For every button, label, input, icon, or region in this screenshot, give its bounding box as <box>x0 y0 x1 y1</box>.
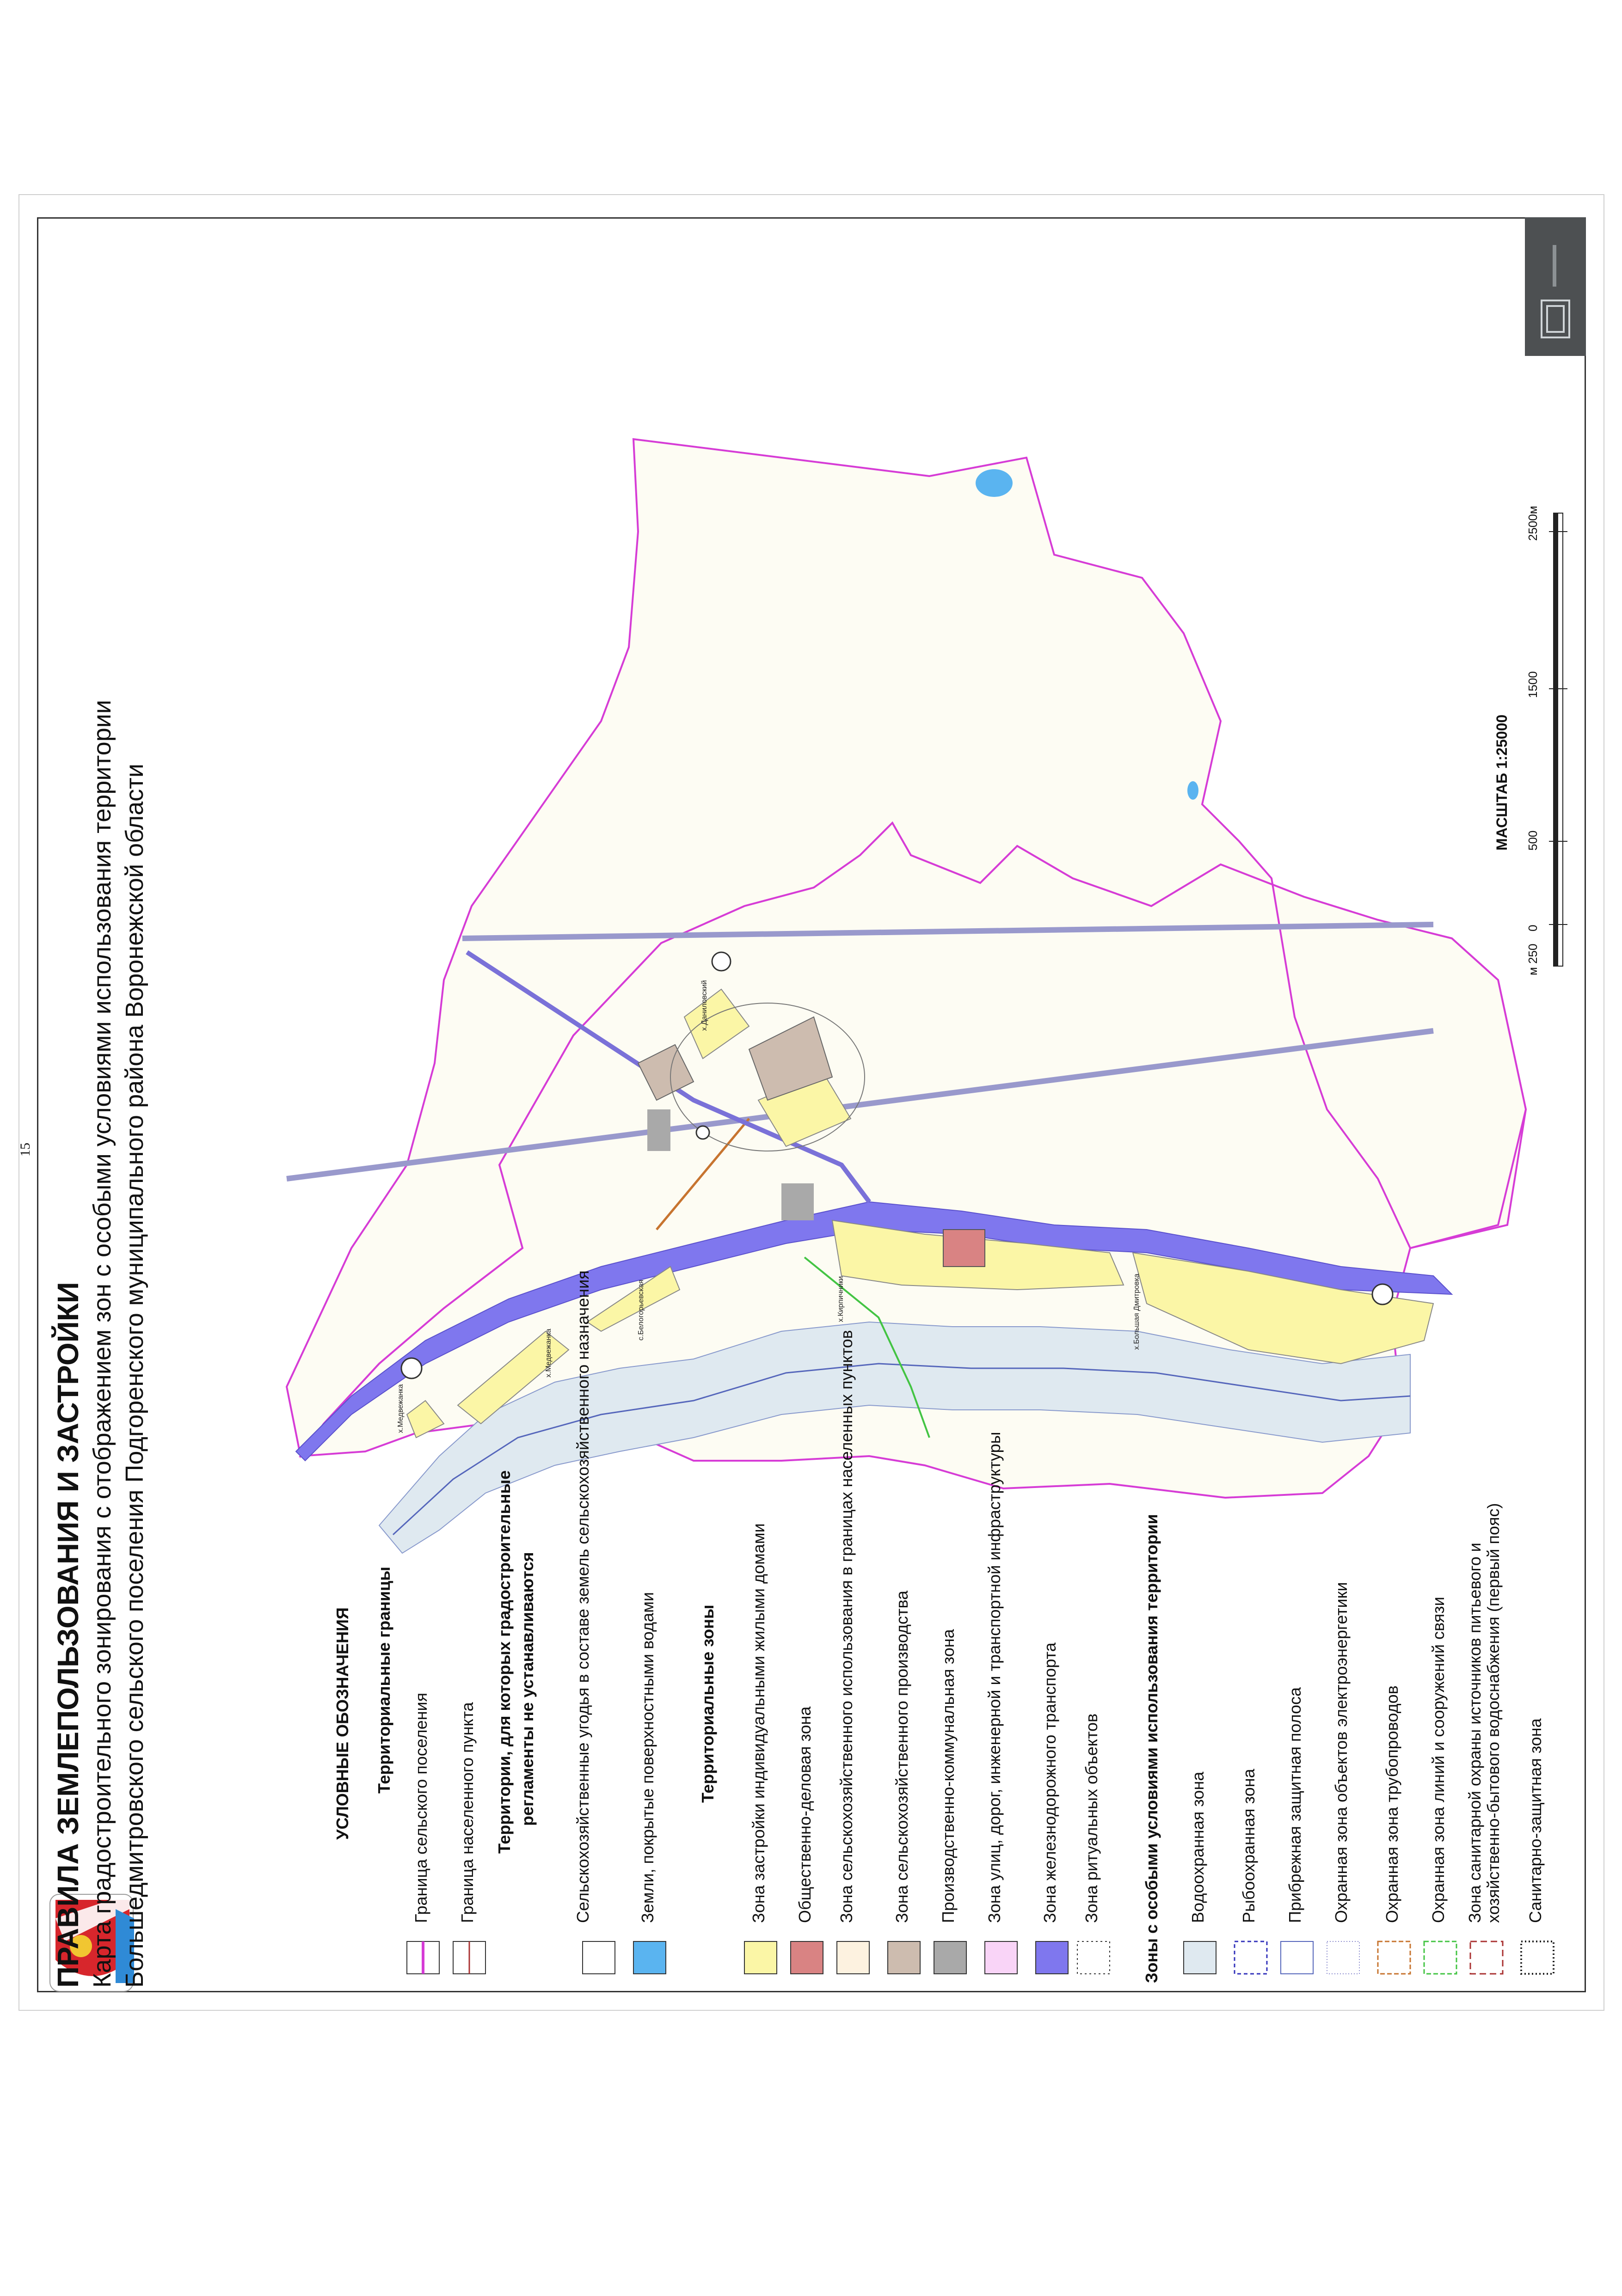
map-label-village-3: с.Белогорьевская <box>637 1280 645 1341</box>
legend-zone-public: Общественно-деловая зона <box>795 1706 814 1923</box>
map-label-village-5: х.Большая Дмитровка <box>1133 1274 1141 1350</box>
object-marker-icon-3 <box>1372 1284 1393 1304</box>
legend-item-settlement-border: Граница сельского поселения <box>412 1692 430 1923</box>
legend-special-communications: Охранная зона линий и сооружений связи <box>1429 1597 1448 1923</box>
legend-special-sanitary-water: Зона санитарной охраны источников питьевого и хозяйственно-бытового водоснабжения (первый пояс) <box>1465 1503 1503 1923</box>
map-label-village-1: х.Медвежанка <box>397 1384 405 1433</box>
object-marker-icon-2 <box>712 952 731 971</box>
map-subtitle-line-2: Карта градостроительного зонирования с отображением зон с особыми условиями использования территории <box>88 699 116 1988</box>
map-label-village-2: х.Медвежанка <box>545 1329 553 1378</box>
legend-zone-ritual: Зона ритуальных объектов <box>1082 1713 1101 1923</box>
legend-item-locality-border: Граница населенного пункта <box>458 1702 477 1923</box>
legend-special-fish-protection: Рыбоохранная зона <box>1239 1769 1258 1923</box>
legend-special-coastal-strip: Прибрежная защитная полоса <box>1285 1687 1304 1923</box>
legend-zone-railway: Зона железнодорожного транспорта <box>1040 1642 1059 1923</box>
object-marker-icon-4 <box>696 1126 709 1139</box>
page-number: 15 <box>18 1143 33 1157</box>
scale-tick-500: 500 <box>1526 830 1540 851</box>
legend-no-regulations-heading-1: Территории, для которых градостроительные <box>495 1470 514 1854</box>
legend-item-water-lands: Земли, покрытые поверхностными водами <box>638 1592 657 1923</box>
object-marker-icon-1 <box>401 1358 422 1378</box>
legend-boundaries-heading: Территориальные границы <box>375 1567 393 1794</box>
legend-special-sanitary-protection: Санитарно-защитная зона <box>1526 1718 1545 1923</box>
map-title: ПРАВИЛА ЗЕМЛЕПОЛЬЗОВАНИЯ И ЗАСТРОЙКИ <box>51 1282 85 1988</box>
legend-special-water-protection: Водоохранная зона <box>1188 1771 1207 1923</box>
map-subtitle-line-3: Большедмитровского сельского поселения Подгоренского муниципального района Воронежской области <box>121 763 148 1988</box>
scale-tick-2500: 2500м <box>1526 506 1540 541</box>
legend-zone-industrial: Производственно-коммунальная зона <box>939 1629 958 1923</box>
industrial-zone-1 <box>647 1109 670 1151</box>
lake-2 <box>1187 781 1198 800</box>
scale-title: МАСШТАБ 1:25000 <box>1493 714 1510 851</box>
legend-zone-residential: Зона застройки индивидуальными жилыми домами <box>749 1523 768 1923</box>
map-label-village-6: х.Даниловский <box>700 980 708 1031</box>
legend-zone-streets: Зона улиц, дорог, инженерной и транспортной инфраструктуры <box>985 1432 1004 1923</box>
scale-tick-1500: 1500 <box>1526 671 1540 698</box>
office-logo-icon <box>1525 217 1586 356</box>
legend-heading: УСЛОВНЫЕ ОБОЗНАЧЕНИЯ <box>333 1607 352 1840</box>
industrial-zone-2 <box>781 1183 814 1220</box>
legend-special-heading: Зоны с особыми условиями использования территории <box>1142 1514 1161 1983</box>
public-business-zone <box>943 1230 985 1267</box>
legend-special-power: Охранная зона объектов электроэнергетики <box>1332 1582 1351 1923</box>
legend-zone-agri-production: Зона сельскохозяйственного производства <box>892 1590 911 1923</box>
map-label-village-4: х.Кирпичники <box>837 1276 845 1322</box>
legend-no-regulations-heading-2: регламенты не устанавливаются <box>518 1552 537 1826</box>
legend-special-pipelines: Охранная зона трубопроводов <box>1382 1685 1401 1923</box>
scale-tick-0: 0 <box>1526 925 1540 931</box>
legend-zone-agri-settlements: Зона сельскохозяйственного использования в границах населенных пунктов <box>837 1330 856 1923</box>
legend-zones-heading: Территориальные зоны <box>698 1604 717 1803</box>
lake-1 <box>976 469 1013 497</box>
legend-item-agri-lands: Сельскохозяйственные угодья в составе земель сельскохозяйственного назначения <box>573 1270 592 1923</box>
scale-tick-250: м 250 <box>1526 943 1540 975</box>
office-badge <box>1525 217 1586 356</box>
